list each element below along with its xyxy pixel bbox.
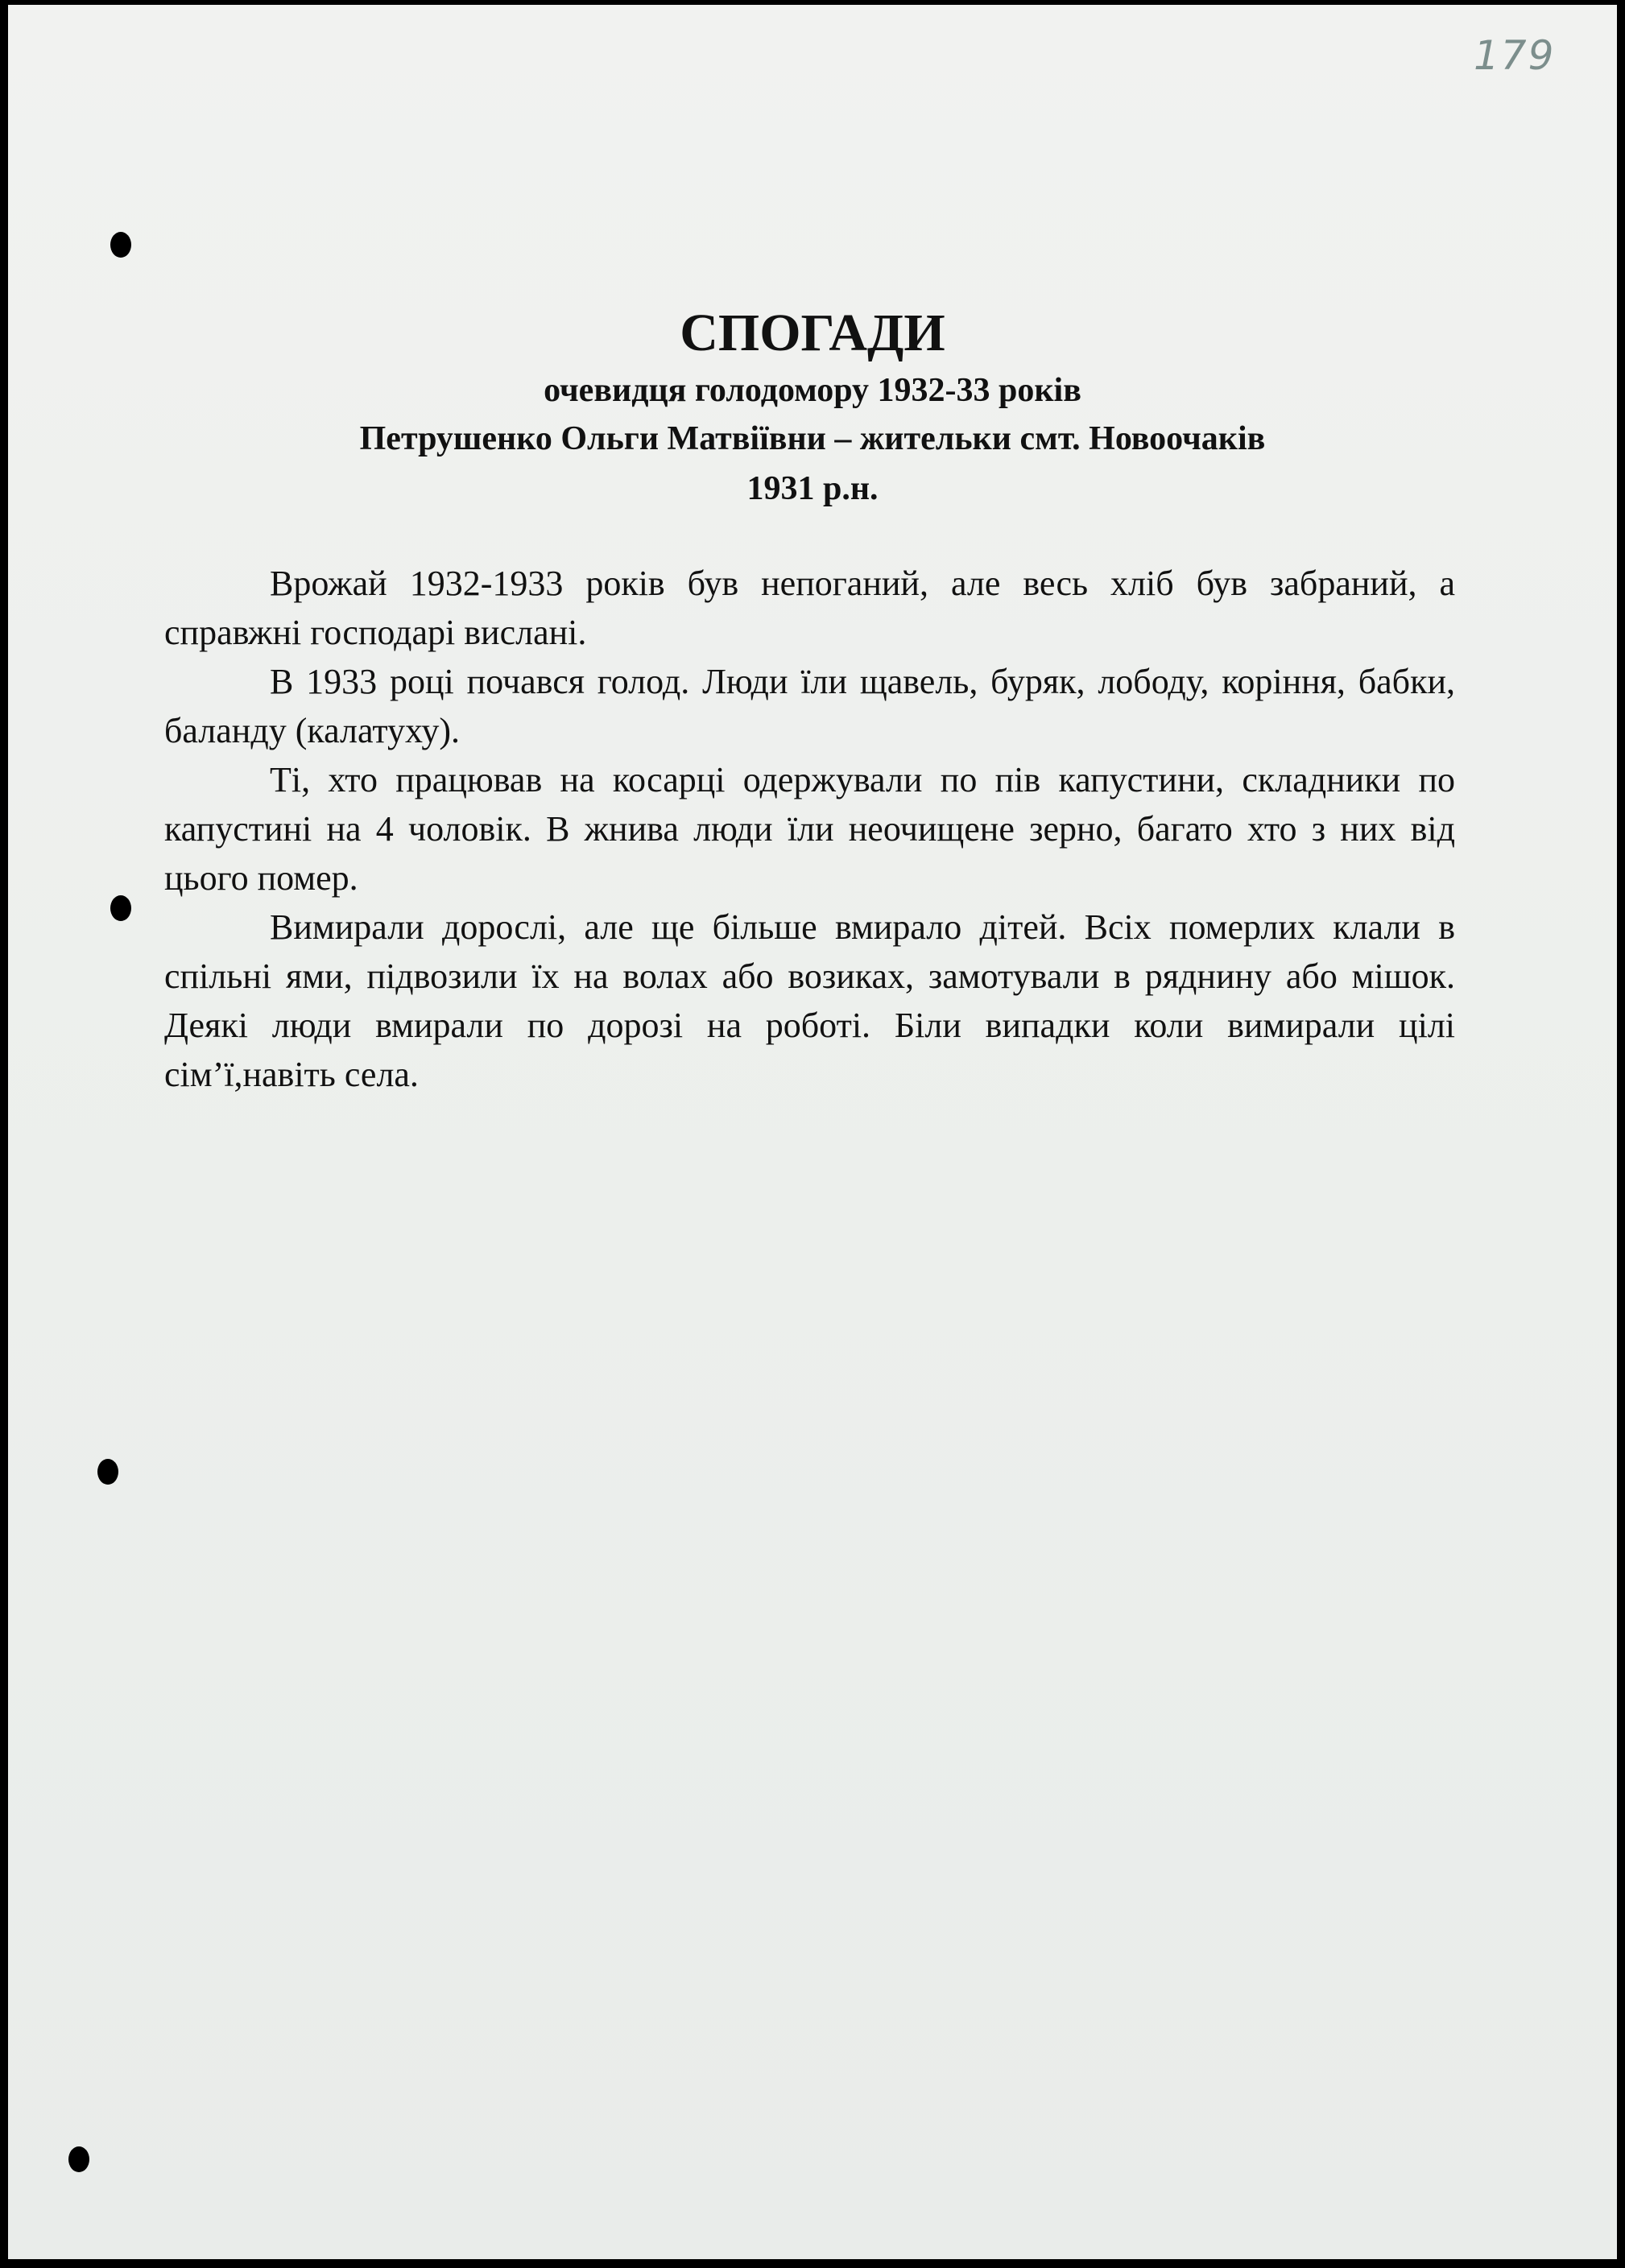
body-paragraph: Ті, хто працював на косарці одержували по пів капустини, складники по капустині на 4 чоловік. В жнива люди їли неочищене зерно, багато хто з них від цього помер. xyxy=(164,760,1455,898)
document-title: СПОГАДИ xyxy=(680,304,945,362)
body-paragraph: В 1933 році почався голод. Люди їли щавель, буряк, лободу, коріння, бабки, баланду (калатуху). xyxy=(164,662,1455,750)
punch-hole-4 xyxy=(68,2146,89,2172)
subtitle-line: очевидця голодомору 1932-33 років xyxy=(544,372,1081,409)
punch-hole-3 xyxy=(97,1459,118,1485)
punch-hole-1 xyxy=(110,232,131,258)
body-paragraph: Врожай 1932-1933 років був непоганий, але весь хліб був забраний, а справжні господарі вислані. xyxy=(164,564,1455,652)
subtitle-line: Петрушенко Ольги Матвіївни – жительки смт. Новоочаків xyxy=(359,420,1266,457)
document-page xyxy=(8,5,1617,2259)
punch-hole-2 xyxy=(110,895,131,921)
handwritten-page-number: 179 xyxy=(1474,32,1556,79)
body-paragraph: Вимирали дорослі, але ще більше вмирало дітей. Всіх померлих клали в спільні ями, підвозили їх на волах або возиках, замотували в ряднину або мішок. Деякі люди вмирали по дорозі на роботі. Біли випадки коли вимирали цілі сім’ї,навіть села. xyxy=(164,907,1455,1094)
subtitle-line: 1931 р.н. xyxy=(746,470,879,507)
document-body xyxy=(164,559,1455,1099)
